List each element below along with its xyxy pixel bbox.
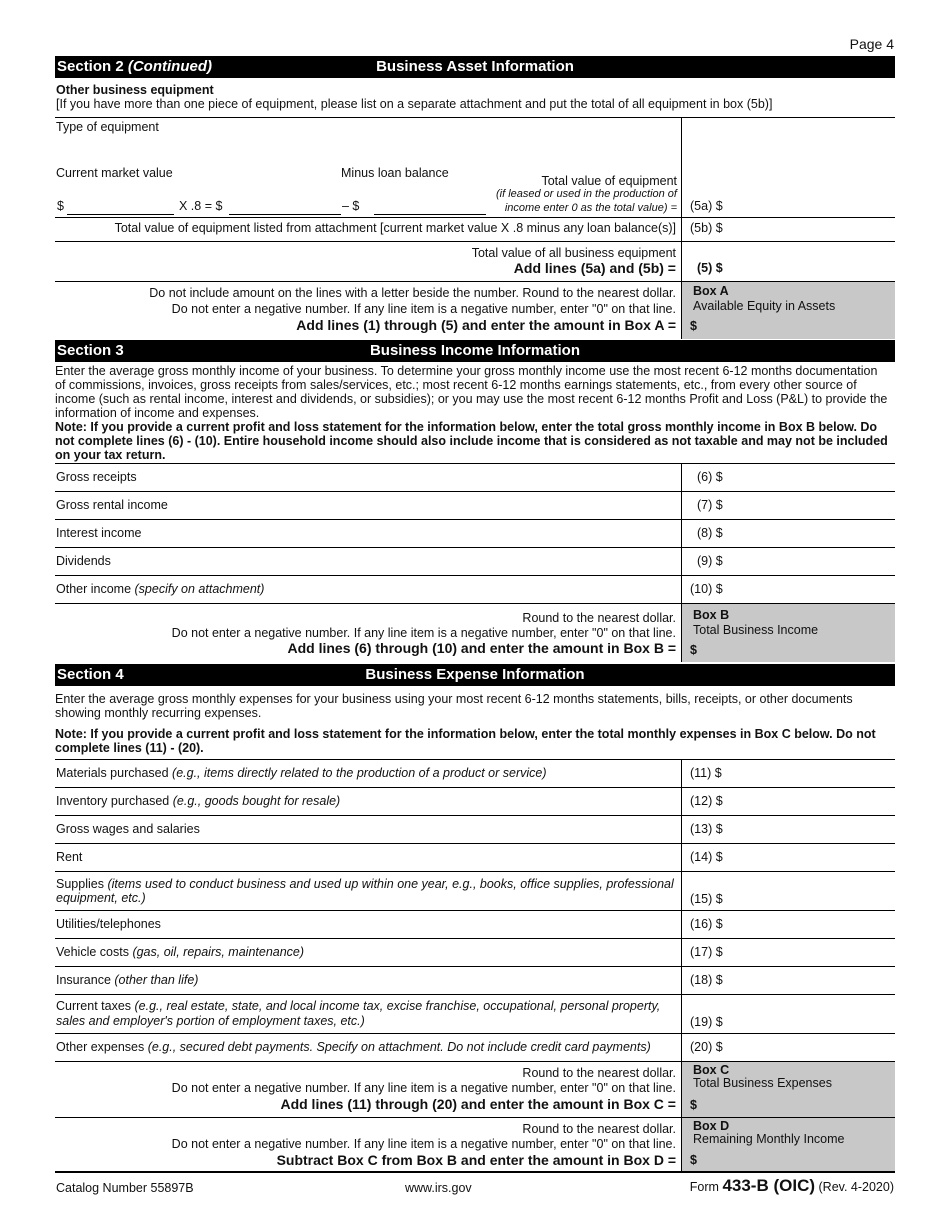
section2-title: Business Asset Information bbox=[376, 58, 574, 75]
line-9-field[interactable]: (9) $ bbox=[697, 554, 723, 568]
line-5-field[interactable]: (5) $ bbox=[697, 261, 723, 275]
box-b-instruction: Add lines (6) through (10) and enter the amount in Box B = bbox=[287, 640, 676, 656]
attachment-total-label: Total value of equipment listed from attachment [current market value X .8 minus any loan balance(s)] bbox=[114, 221, 676, 235]
line-7-field[interactable]: (7) $ bbox=[697, 498, 723, 512]
line-19-label-cont: sales and employer's portion of employment taxes, etc.) bbox=[56, 1014, 365, 1028]
line-13-field[interactable]: (13) $ bbox=[690, 822, 723, 836]
line-11-label: Materials purchased (e.g., items directly related to the production of a product or service) bbox=[56, 766, 547, 780]
current-market-value-label: Current market value bbox=[56, 166, 173, 180]
section3-header bbox=[55, 340, 895, 362]
section4-header bbox=[55, 664, 895, 686]
line-16-label: Utilities/telephones bbox=[56, 917, 161, 931]
total-value-note1: (if leased or used in the production of bbox=[495, 188, 677, 200]
box-b-label: Box B bbox=[693, 608, 730, 622]
box-a-label: Box A bbox=[693, 284, 729, 298]
times-08-label: X .8 = $ bbox=[179, 199, 223, 213]
box-b-dollar: $ bbox=[690, 643, 697, 657]
line-8-field[interactable]: (8) $ bbox=[697, 526, 723, 540]
line-20-field[interactable]: (20) $ bbox=[690, 1040, 723, 1054]
section3-label: Section 3 bbox=[57, 342, 124, 359]
market-value-dollar: $ bbox=[57, 199, 64, 213]
section3-note: Note: If you provide a current profit and loss statement for the information below, enter the total gross monthly income in Box B below. Do not complete lines (6) - (10). Entire household income should also include income that is considered as not taxable and may not be included on your tax return. bbox=[55, 420, 888, 462]
section3-title: Business Income Information bbox=[369, 342, 581, 359]
box-d-instruction: Subtract Box C from Box B and enter the amount in Box D = bbox=[276, 1152, 676, 1168]
section4-note: Note: If you provide a current profit and loss statement for the information below, enter the total monthly expenses in Box C below. Do not complete lines (11) - (20). bbox=[55, 727, 876, 755]
box-c-dollar: $ bbox=[690, 1098, 697, 1112]
box-c-note1: Round to the nearest dollar. bbox=[522, 1066, 676, 1080]
box-a-note2: Do not enter a negative number. If any line item is a negative number, enter "0" on that line. bbox=[171, 302, 676, 316]
line-17-label: Vehicle costs (gas, oil, repairs, maintenance) bbox=[56, 945, 305, 959]
section2-label: Section 2 (Continued) bbox=[57, 58, 212, 75]
box-d-note1: Round to the nearest dollar. bbox=[522, 1122, 676, 1136]
total-value-note2: income enter 0 as the total value) = bbox=[504, 202, 677, 214]
minus-dollar-label: – $ bbox=[342, 199, 360, 213]
form-id: Form 433-B (OIC) (Rev. 4-2020) bbox=[689, 1176, 894, 1195]
box-c-note2: Do not enter a negative number. If any line item is a negative number, enter "0" on that line. bbox=[171, 1081, 676, 1095]
line-10-label: Other income (specify on attachment) bbox=[56, 582, 265, 596]
box-a-instruction: Add lines (1) through (5) and enter the amount in Box A = bbox=[296, 317, 676, 333]
box-a-dollar: $ bbox=[690, 319, 697, 333]
box-d-note2: Do not enter a negative number. If any line item is a negative number, enter "0" on that line. bbox=[171, 1137, 676, 1151]
loan-balance-input[interactable] bbox=[374, 214, 486, 215]
page-number: Page 4 bbox=[849, 36, 894, 52]
line-11-field[interactable]: (11) $ bbox=[690, 766, 722, 780]
catalog-number: Catalog Number 55897B bbox=[56, 1181, 194, 1195]
line-8-label: Interest income bbox=[56, 526, 142, 540]
section4-intro: Enter the average gross monthly expenses for your business using your most recent 6-12 months statements, bills, receipts, or other documents showing monthly recurring expenses. bbox=[55, 692, 853, 720]
line-17-field[interactable]: (17) $ bbox=[690, 945, 723, 959]
line-12-label: Inventory purchased (e.g., goods bought for resale) bbox=[56, 794, 341, 808]
line-14-field[interactable]: (14) $ bbox=[690, 850, 723, 864]
section2-header bbox=[55, 56, 895, 78]
line-12-field[interactable]: (12) $ bbox=[690, 794, 723, 808]
line-6-label: Gross receipts bbox=[56, 470, 137, 484]
box-c-instruction: Add lines (11) through (20) and enter the amount in Box C = bbox=[280, 1096, 676, 1112]
line-19-label: Current taxes (e.g., real estate, state, and local income tax, excise franchise, occupational, personal property, bbox=[56, 999, 661, 1013]
line-16-field[interactable]: (16) $ bbox=[690, 917, 723, 931]
minus-loan-balance-label: Minus loan balance bbox=[341, 166, 449, 180]
line-10-field[interactable]: (10) $ bbox=[690, 582, 723, 596]
line-15-label-cont: equipment, etc.) bbox=[56, 891, 146, 905]
times-08-input[interactable] bbox=[229, 214, 341, 215]
line-5b-field[interactable]: (5b) $ bbox=[690, 221, 723, 235]
line-5a-field[interactable]: (5a) $ bbox=[690, 199, 723, 213]
box-b-note2: Do not enter a negative number. If any line item is a negative number, enter "0" on that line. bbox=[171, 626, 676, 640]
type-of-equipment-label: Type of equipment bbox=[56, 120, 159, 134]
box-b-sub: Total Business Income bbox=[693, 623, 819, 637]
section4-title: Business Expense Information bbox=[365, 666, 585, 683]
line-18-field[interactable]: (18) $ bbox=[690, 973, 723, 987]
box-d-dollar: $ bbox=[690, 1153, 697, 1167]
box-b-note1: Round to the nearest dollar. bbox=[522, 611, 676, 625]
section3-intro: Enter the average gross monthly income of your business. To determine your gross monthly income use the most recent 6-12 months documentation of commissions, invoices, gross receipts from sales/services, etc.; most recent 6-12 months earnings statements, etc., from every other source of income (such as rental income, interest and dividends, or subsidies); or you may use the most recent 6-12 months Profit and Loss (P&L) to provide the information of income and expenses. bbox=[55, 364, 888, 420]
box-d-label: Box D bbox=[693, 1119, 730, 1133]
box-a-sub: Available Equity in Assets bbox=[693, 299, 836, 313]
line-13-label: Gross wages and salaries bbox=[56, 822, 200, 836]
line-9-label: Dividends bbox=[56, 554, 111, 568]
line-15-field[interactable]: (15) $ bbox=[690, 892, 723, 906]
line-7-label: Gross rental income bbox=[56, 498, 168, 512]
line-6-field[interactable]: (6) $ bbox=[697, 470, 723, 484]
market-value-input[interactable] bbox=[67, 214, 174, 215]
line-19-field[interactable]: (19) $ bbox=[690, 1015, 723, 1029]
irs-url: www.irs.gov bbox=[405, 1181, 472, 1195]
box-c-label: Box C bbox=[693, 1063, 730, 1077]
line-20-label: Other expenses (e.g., secured debt payments. Specify on attachment. Do not include credit card payments) bbox=[56, 1040, 651, 1054]
box-c-sub: Total Business Expenses bbox=[693, 1076, 832, 1090]
total-all-equipment-label: Total value of all business equipment bbox=[471, 246, 676, 260]
box-d-sub: Remaining Monthly Income bbox=[693, 1132, 845, 1146]
box-a-note1: Do not include amount on the lines with a letter beside the number. Round to the nearest dollar. bbox=[149, 286, 676, 300]
section4-label: Section 4 bbox=[57, 666, 124, 683]
total-value-equipment-label: Total value of equipment bbox=[541, 174, 677, 188]
other-equipment-heading: Other business equipment bbox=[56, 83, 214, 97]
other-equipment-note: [If you have more than one piece of equipment, please list on a separate attachment and put the total of all equipment in box (5b)] bbox=[56, 97, 773, 111]
line-14-label: Rent bbox=[56, 850, 83, 864]
line-18-label: Insurance (other than life) bbox=[56, 973, 199, 987]
line-15-label: Supplies (items used to conduct business and used up within one year, e.g., books, office supplies, professional bbox=[56, 877, 674, 891]
add-5a-5b-instruction: Add lines (5a) and (5b) = bbox=[513, 260, 676, 276]
